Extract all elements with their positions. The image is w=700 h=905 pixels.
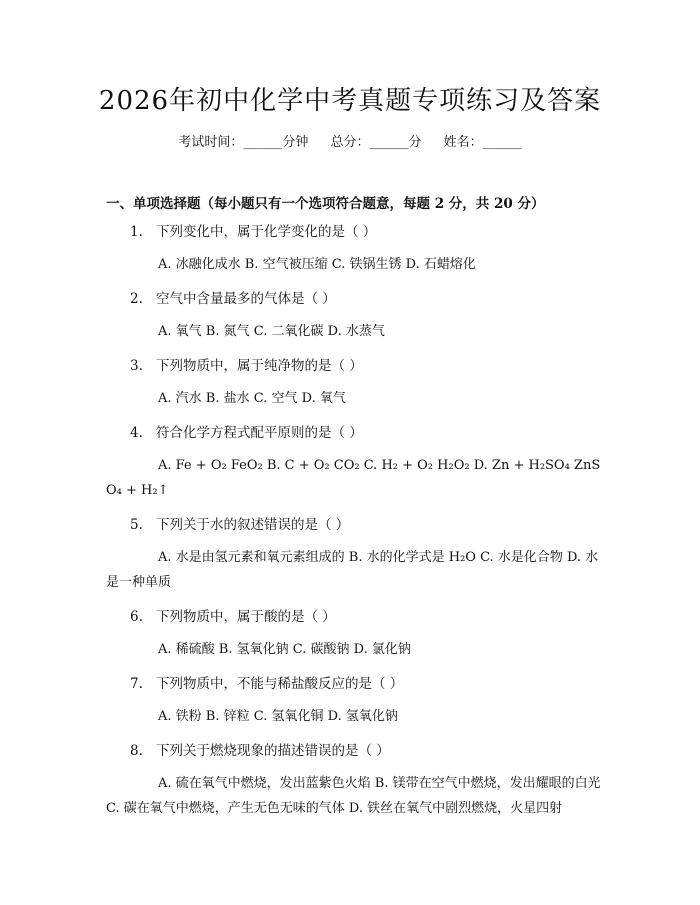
question-text: 下列物质中，不能与稀盐酸反应的是（ ） (156, 676, 404, 692)
question-stem (130, 287, 602, 319)
total-score-field: 总分：______分 (330, 135, 422, 150)
question-item (106, 513, 602, 595)
question-options: A. 氧气 B. 氮气 C. 二氧化碳 D. 水蒸气 (158, 324, 385, 339)
question-item (106, 739, 602, 821)
question-item (106, 220, 602, 277)
exam-time-field: 考试时间：______分钟 (178, 135, 309, 150)
question-number: 3. (130, 358, 143, 374)
section-heading: 一、单项选择题（每小题只有一个选项符合题意，每题 2 分，共 20 分） (106, 196, 545, 212)
question-options: A. 汽水 B. 盐水 C. 空气 D. 氧气 (158, 391, 346, 406)
question-options: A. 冰融化成水 B. 空气被压缩 C. 铁锅生锈 D. 石蜡熔化 (158, 257, 476, 272)
question-number: 5. (130, 517, 143, 533)
question-list (106, 220, 602, 831)
page-title: 2026年初中化学中考真题专项练习及答案 (98, 86, 602, 116)
question-options: A. 稀硫酸 B. 氢氧化钠 C. 碳酸钠 D. 氯化钠 (158, 642, 411, 657)
question-options: A. 水是由氢元素和氧元素组成的 B. 水的化学式是 H₂O C. 水是化合物 D. 水是一种单质 (106, 550, 599, 590)
question-item (106, 672, 602, 729)
question-text: 下列变化中，属于化学变化的是（ ） (156, 224, 377, 240)
question-stem (130, 513, 602, 545)
exam-meta (0, 131, 700, 150)
question-text: 下列物质中，属于纯净物的是（ ） (156, 358, 363, 374)
question-options: A. Fe + O₂ FeO₂ B. C + O₂ CO₂ C. H₂ + O₂ H₂O₂ D. Zn + H₂SO₄ ZnSO₄ + H₂↑ (106, 458, 601, 498)
question-number: 7. (130, 676, 143, 692)
student-name-field: 姓名：______ (443, 135, 522, 150)
question-item (106, 287, 602, 344)
question-options: A. 铁粉 B. 锌粒 C. 氢氧化铜 D. 氢氧化钠 (158, 709, 398, 724)
question-text: 下列关于燃烧现象的描述错误的是（ ） (156, 743, 390, 759)
question-stem (130, 605, 602, 637)
question-stem (130, 354, 602, 386)
question-text: 下列关于水的叙述错误的是（ ） (156, 517, 350, 533)
question-number: 2. (130, 291, 143, 307)
question-text: 下列物质中，属于酸的是（ ） (156, 609, 336, 625)
question-stem (130, 739, 602, 771)
question-number: 8. (130, 743, 143, 759)
question-text: 空气中含量最多的气体是（ ） (156, 291, 336, 307)
question-item (106, 605, 602, 662)
question-stem (130, 220, 602, 252)
question-number: 4. (130, 425, 143, 441)
question-number: 1. (130, 224, 143, 240)
question-item (106, 421, 602, 503)
question-number: 6. (130, 609, 143, 625)
question-text: 符合化学方程式配平原则的是（ ） (156, 425, 363, 441)
question-stem (130, 421, 602, 453)
question-item (106, 354, 602, 411)
question-stem (130, 672, 602, 704)
question-options: A. 硫在氧气中燃烧，发出蓝紫色火焰 B. 镁带在空气中燃烧，发出耀眼的白光 C. 碳在氧气中燃烧，产生无色无味的气体 D. 铁丝在氧气中剧烈燃烧，火星四射 (106, 776, 601, 816)
